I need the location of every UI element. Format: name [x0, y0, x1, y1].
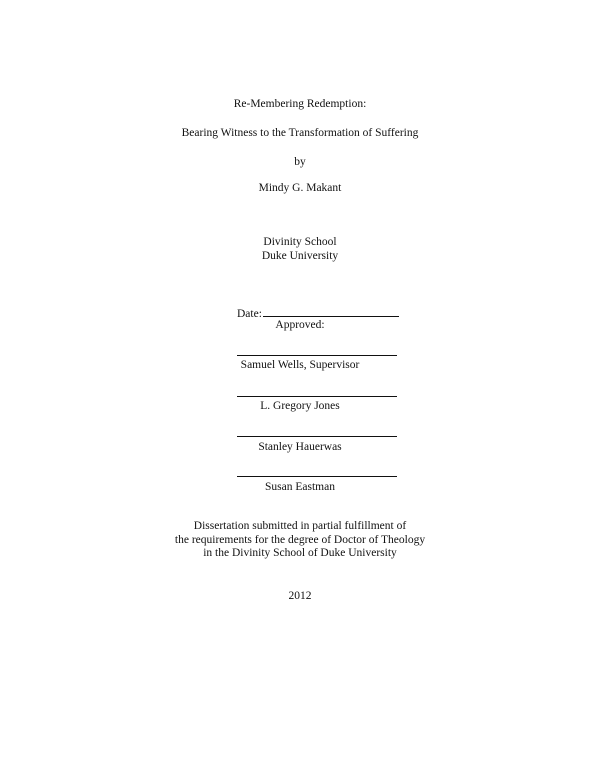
committee-member-supervisor: Samuel Wells, Supervisor: [240, 359, 360, 371]
submission-statement-line-2: the requirements for the degree of Doctor of Theology: [174, 534, 426, 546]
university-name: Duke University: [261, 250, 339, 262]
by-label: by: [294, 156, 306, 168]
committee-member: L. Gregory Jones: [260, 400, 340, 412]
dissertation-title: Re-Membering Redemption:: [233, 98, 367, 110]
author-name: Mindy G. Makant: [258, 182, 342, 194]
signature-line: [237, 355, 397, 356]
year: 2012: [288, 590, 312, 602]
approved-label: Approved:: [275, 319, 325, 331]
submission-statement-line-3: in the Divinity School of Duke University: [203, 547, 397, 559]
committee-member: Stanley Hauerwas: [258, 441, 342, 453]
signature-line: [237, 476, 397, 477]
date-label: Date:: [237, 308, 262, 320]
school-name: Divinity School: [263, 236, 337, 248]
signature-line: [237, 436, 397, 437]
signature-line: [237, 396, 397, 397]
dissertation-subtitle: Bearing Witness to the Transformation of Suffering: [181, 127, 419, 139]
date-blank-line: [263, 305, 399, 317]
submission-statement-line-1: Dissertation submitted in partial fulfillment of: [193, 520, 407, 532]
committee-member: Susan Eastman: [265, 481, 335, 493]
